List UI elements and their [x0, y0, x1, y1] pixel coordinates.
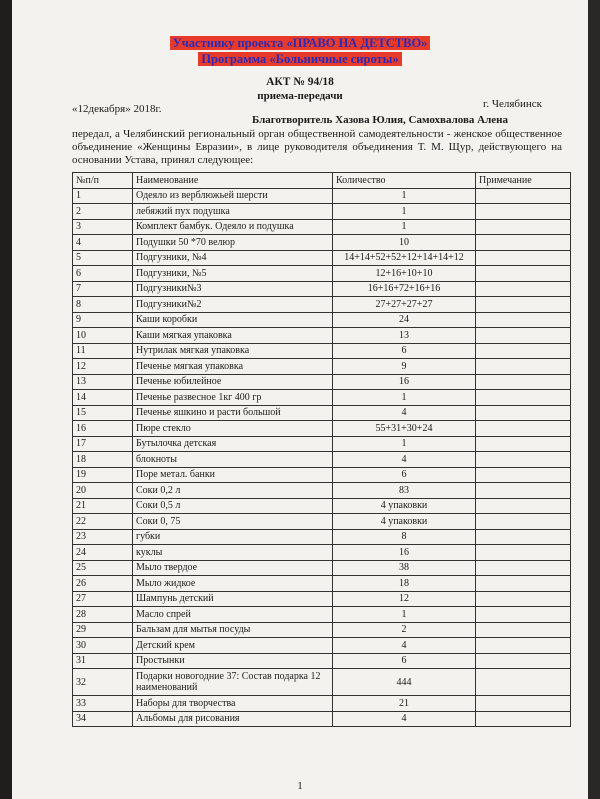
table-body	[73, 188, 571, 727]
quantity-cell: 8	[333, 529, 476, 545]
item-name-cell: Одеяло из верблюжьей шерсти	[133, 188, 333, 204]
row-number-cell: 34	[73, 711, 133, 727]
quantity-cell: 83	[333, 483, 476, 499]
header-number: №п/п	[73, 173, 133, 189]
note-cell	[476, 711, 571, 727]
quantity-cell: 6	[333, 467, 476, 483]
quantity-cell: 55+31+30+24	[333, 421, 476, 437]
item-name-cell: Шампунь детский	[133, 591, 333, 607]
quantity-cell: 18	[333, 576, 476, 592]
document-page	[12, 0, 588, 799]
item-name-cell: Бутылочка детская	[133, 436, 333, 452]
table-row	[73, 281, 571, 297]
row-number-cell: 30	[73, 638, 133, 654]
quantity-cell: 1	[333, 188, 476, 204]
table-row	[73, 390, 571, 406]
note-cell	[476, 188, 571, 204]
quantity-cell: 4	[333, 638, 476, 654]
item-name-cell: Соки 0,5 л	[133, 498, 333, 514]
item-name-cell: губки	[133, 529, 333, 545]
item-name-cell: Альбомы для рисования	[133, 711, 333, 727]
item-name-cell: Пюре стекло	[133, 421, 333, 437]
table-row	[73, 405, 571, 421]
note-cell	[476, 591, 571, 607]
note-cell	[476, 297, 571, 313]
note-cell	[476, 359, 571, 375]
row-number-cell: 10	[73, 328, 133, 344]
note-cell	[476, 498, 571, 514]
quantity-cell: 27+27+27+27	[333, 297, 476, 313]
item-name-cell: Масло спрей	[133, 607, 333, 623]
item-name-cell: Мыло твердое	[133, 560, 333, 576]
note-cell	[476, 281, 571, 297]
act-title: АКТ № 94/18	[266, 76, 334, 88]
row-number-cell: 12	[73, 359, 133, 375]
items-table	[72, 172, 571, 727]
quantity-cell: 12	[333, 591, 476, 607]
row-number-cell: 26	[73, 576, 133, 592]
note-cell	[476, 374, 571, 390]
note-cell	[476, 529, 571, 545]
item-name-cell: Соки 0,2 л	[133, 483, 333, 499]
table-row	[73, 607, 571, 623]
item-name-cell: Простынки	[133, 653, 333, 669]
row-number-cell: 4	[73, 235, 133, 251]
row-number-cell: 24	[73, 545, 133, 561]
note-cell	[476, 343, 571, 359]
item-name-cell: Подгузники№2	[133, 297, 333, 313]
note-cell	[476, 607, 571, 623]
table-row	[73, 622, 571, 638]
note-cell	[476, 421, 571, 437]
quantity-cell: 1	[333, 607, 476, 623]
quantity-cell: 21	[333, 696, 476, 712]
note-cell	[476, 219, 571, 235]
item-name-cell: Печенье мягкая упаковка	[133, 359, 333, 375]
quantity-cell: 10	[333, 235, 476, 251]
quantity-cell: 16+16+72+16+16	[333, 281, 476, 297]
act-date: «12декабря» 2018г.	[72, 103, 162, 115]
row-number-cell: 11	[73, 343, 133, 359]
table-row	[73, 436, 571, 452]
table-row	[73, 498, 571, 514]
table-row	[73, 483, 571, 499]
table-row	[73, 359, 571, 375]
table-row	[73, 297, 571, 313]
note-cell	[476, 312, 571, 328]
note-cell	[476, 576, 571, 592]
header-name: Наименование	[133, 173, 333, 189]
note-cell	[476, 653, 571, 669]
table-row	[73, 711, 571, 727]
item-name-cell: куклы	[133, 545, 333, 561]
row-number-cell: 27	[73, 591, 133, 607]
quantity-cell: 4 упаковки	[333, 514, 476, 530]
row-number-cell: 16	[73, 421, 133, 437]
row-number-cell: 29	[73, 622, 133, 638]
note-cell	[476, 436, 571, 452]
item-name-cell: Комплект бамбук. Одеяло и подушка	[133, 219, 333, 235]
quantity-cell: 1	[333, 219, 476, 235]
row-number-cell: 20	[73, 483, 133, 499]
table-row	[73, 204, 571, 220]
item-name-cell: Подгузники, №5	[133, 266, 333, 282]
row-number-cell: 31	[73, 653, 133, 669]
photo-background-left	[0, 0, 12, 799]
table-row	[73, 529, 571, 545]
row-number-cell: 13	[73, 374, 133, 390]
item-name-cell: Печенье развесное 1кг 400 гр	[133, 390, 333, 406]
row-number-cell: 2	[73, 204, 133, 220]
note-cell	[476, 669, 571, 696]
table-row	[73, 343, 571, 359]
row-number-cell: 17	[73, 436, 133, 452]
item-name-cell: Нутрилак мягкая упаковка	[133, 343, 333, 359]
row-number-cell: 28	[73, 607, 133, 623]
act-city: г. Челябинск	[483, 98, 542, 110]
quantity-cell: 6	[333, 343, 476, 359]
quantity-cell: 1	[333, 390, 476, 406]
row-number-cell: 18	[73, 452, 133, 468]
row-number-cell: 19	[73, 467, 133, 483]
row-number-cell: 5	[73, 250, 133, 266]
row-number-cell: 8	[73, 297, 133, 313]
note-cell	[476, 328, 571, 344]
note-cell	[476, 638, 571, 654]
note-cell	[476, 204, 571, 220]
quantity-cell: 38	[333, 560, 476, 576]
row-number-cell: 23	[73, 529, 133, 545]
quantity-cell: 4 упаковки	[333, 498, 476, 514]
quantity-cell: 12+16+10+10	[333, 266, 476, 282]
note-cell	[476, 467, 571, 483]
table-row	[73, 219, 571, 235]
act-subtitle: приема-передачи	[257, 90, 343, 102]
table-row	[73, 669, 571, 696]
row-number-cell: 32	[73, 669, 133, 696]
quantity-cell: 16	[333, 545, 476, 561]
row-number-cell: 33	[73, 696, 133, 712]
row-number-cell: 21	[73, 498, 133, 514]
table-row	[73, 638, 571, 654]
row-number-cell: 14	[73, 390, 133, 406]
quantity-cell: 4	[333, 405, 476, 421]
row-number-cell: 9	[73, 312, 133, 328]
table-row	[73, 188, 571, 204]
act-donor: Благотворитель Хазова Юлия, Самохвалова Алена	[252, 114, 509, 126]
table-row	[73, 452, 571, 468]
table-row	[73, 374, 571, 390]
note-cell	[476, 235, 571, 251]
quantity-cell: 1	[333, 436, 476, 452]
note-cell	[476, 545, 571, 561]
item-name-cell: блокноты	[133, 452, 333, 468]
table-row	[73, 328, 571, 344]
table-row	[73, 266, 571, 282]
note-cell	[476, 390, 571, 406]
item-name-cell: Соки 0, 75	[133, 514, 333, 530]
row-number-cell: 22	[73, 514, 133, 530]
item-name-cell: Бальзам для мытья посуды	[133, 622, 333, 638]
quantity-cell: 444	[333, 669, 476, 696]
table-row	[73, 696, 571, 712]
note-cell	[476, 696, 571, 712]
note-cell	[476, 266, 571, 282]
item-name-cell: Каши коробки	[133, 312, 333, 328]
note-cell	[476, 622, 571, 638]
table-row	[73, 421, 571, 437]
row-number-cell: 1	[73, 188, 133, 204]
item-name-cell: Подгузники№3	[133, 281, 333, 297]
item-name-cell: Мыло жидкое	[133, 576, 333, 592]
quantity-cell: 16	[333, 374, 476, 390]
item-name-cell: Детский крем	[133, 638, 333, 654]
row-number-cell: 3	[73, 219, 133, 235]
row-number-cell: 15	[73, 405, 133, 421]
row-number-cell: 25	[73, 560, 133, 576]
table-row	[73, 250, 571, 266]
note-cell	[476, 250, 571, 266]
table-row	[73, 560, 571, 576]
header-note: Примечание	[476, 173, 571, 189]
item-name-cell: Печенье яшкино и расти большой	[133, 405, 333, 421]
table-row	[73, 653, 571, 669]
row-number-cell: 6	[73, 266, 133, 282]
quantity-cell: 24	[333, 312, 476, 328]
quantity-cell: 1	[333, 204, 476, 220]
item-name-cell: Подарки новогодние 37: Состав подарка 12 наименований	[133, 669, 333, 696]
item-name-cell: Поре метал. банки	[133, 467, 333, 483]
table-row	[73, 545, 571, 561]
table-row	[73, 312, 571, 328]
row-number-cell: 7	[73, 281, 133, 297]
table-row	[73, 467, 571, 483]
quantity-cell: 4	[333, 452, 476, 468]
table-row	[73, 235, 571, 251]
note-cell	[476, 405, 571, 421]
photo-background-right	[588, 0, 600, 799]
table-header-row	[73, 173, 571, 189]
table-row	[73, 514, 571, 530]
act-intro: передал, а Челябинский региональный орган общественной самодеятельности - женское общественное объединение «Женщины Евразии», в лице руководителя объединения Т. М. Щур, действующего на основании Устава, принял следующее:	[72, 128, 562, 166]
item-name-cell: лебяжий пух подушка	[133, 204, 333, 220]
quantity-cell: 13	[333, 328, 476, 344]
quantity-cell: 14+14+52+52+12+14+14+12	[333, 250, 476, 266]
program-header: Программа «Больничные сироты»	[12, 52, 588, 67]
page-number: 1	[297, 780, 303, 792]
item-name-cell: Каши мягкая упаковка	[133, 328, 333, 344]
quantity-cell: 6	[333, 653, 476, 669]
note-cell	[476, 452, 571, 468]
note-cell	[476, 483, 571, 499]
table-row	[73, 591, 571, 607]
note-cell	[476, 514, 571, 530]
project-header: Участнику проекта «ПРАВО НА ДЕТСТВО»	[12, 36, 588, 51]
item-name-cell: Наборы для творчества	[133, 696, 333, 712]
note-cell	[476, 560, 571, 576]
quantity-cell: 4	[333, 711, 476, 727]
quantity-cell: 2	[333, 622, 476, 638]
table-row	[73, 576, 571, 592]
item-name-cell: Подгузники, №4	[133, 250, 333, 266]
header-quantity: Количество	[333, 173, 476, 189]
item-name-cell: Печенье юбилейное	[133, 374, 333, 390]
quantity-cell: 9	[333, 359, 476, 375]
item-name-cell: Подушки 50 *70 велюр	[133, 235, 333, 251]
